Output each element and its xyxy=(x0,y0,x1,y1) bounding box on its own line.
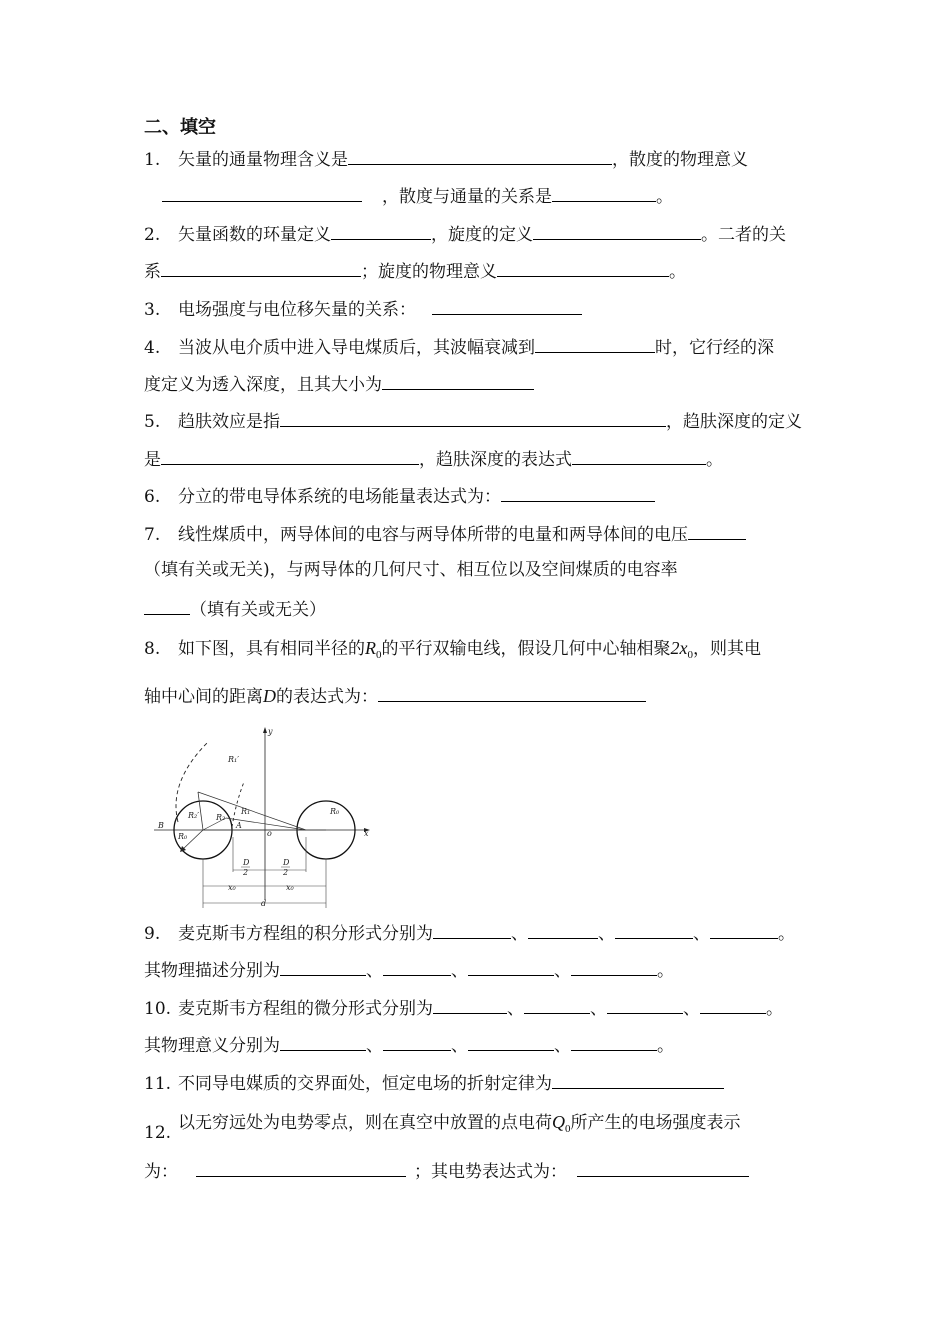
section-title: 二、填空 xyxy=(144,117,216,138)
answer-blank[interactable] xyxy=(615,920,693,939)
answer-blank[interactable] xyxy=(144,596,190,615)
answer-blank[interactable] xyxy=(572,446,706,465)
answer-blank[interactable] xyxy=(710,920,778,939)
question-12-line-2: 为： ；其电势表达式为： xyxy=(144,1158,844,1184)
answer-blank[interactable] xyxy=(528,920,598,939)
answer-blank[interactable] xyxy=(524,995,590,1014)
d-half-label-left: D xyxy=(243,858,250,867)
answer-blank[interactable] xyxy=(552,183,656,202)
y-axis-label: y xyxy=(268,727,273,736)
math-d: D xyxy=(263,686,276,706)
answer-blank[interactable] xyxy=(535,334,655,353)
question-number: 5. xyxy=(144,412,161,432)
answer-blank[interactable] xyxy=(331,221,431,240)
question-number: 11. xyxy=(144,1074,172,1094)
answer-blank[interactable] xyxy=(607,995,683,1014)
answer-blank[interactable] xyxy=(162,183,362,202)
question-number: 7. xyxy=(144,525,161,545)
x0-label-right: x₀ xyxy=(286,883,294,892)
origin-label: o xyxy=(267,829,272,838)
question-1-line-2: ，散度与通量的关系是 。 xyxy=(162,183,862,209)
question-4-line-1: 4. 当波从电介质中进入导电煤质后，其波幅衰减到 时，它行经的深 xyxy=(144,334,844,360)
question-10-line-2: 其物理意义分别为 、 、 、 。 xyxy=(144,1032,844,1058)
question-6: 6. 分立的带电导体系统的电场能量表达式为： xyxy=(144,483,844,509)
answer-blank[interactable] xyxy=(161,446,419,465)
question-8-line-2: 轴中心间的距离D的表达式为： xyxy=(144,683,844,709)
answer-blank[interactable] xyxy=(577,1158,749,1177)
d-half-denominator-right: 2 xyxy=(283,868,289,877)
equipotential-arc-outer xyxy=(176,742,208,822)
question-1-line-1: 1. 矢量的通量物理含义是 ，散度的物理意义 xyxy=(144,146,844,172)
answer-blank[interactable] xyxy=(196,1158,406,1177)
question-number: 3. xyxy=(144,300,161,320)
answer-blank[interactable] xyxy=(280,1032,366,1051)
question-8-line-1: 8. 如下图，具有相同半径的$R_0$的平行双输电线，假设几何中心轴相聚$2x_0$，则其电 xyxy=(144,638,761,661)
question-9-line-2: 其物理描述分别为 、 、 、 。 xyxy=(144,957,844,983)
math-q0: $Q_0$ xyxy=(552,1112,571,1135)
answer-blank[interactable] xyxy=(433,995,507,1014)
math-r0: $R_0$ xyxy=(365,638,382,661)
r1-prime-label: R₁′ xyxy=(228,755,240,764)
question-2-line-1: 2. 矢量函数的环量定义 ，旋度的定义 。二者的关 xyxy=(144,221,844,247)
answer-blank[interactable] xyxy=(552,1070,724,1089)
answer-blank[interactable] xyxy=(497,258,669,277)
answer-blank[interactable] xyxy=(468,957,554,976)
question-2-line-2: 系 ；旋度的物理意义 。 xyxy=(144,258,844,284)
point-a-label: A xyxy=(236,821,242,830)
question-3: 3. 电场强度与电位移矢量的关系： xyxy=(144,296,844,322)
d-half-denominator-left: 2 xyxy=(243,868,249,877)
r2-prime-label: R₂′ xyxy=(188,811,200,820)
question-12-line-1: 12. 以无穷远处为电势零点，则在真空中放置的点电荷$Q_0$所产生的电场强度表示 xyxy=(144,1112,741,1143)
question-number: 1. xyxy=(144,150,161,170)
transmission-line-figure xyxy=(148,722,380,912)
answer-blank[interactable] xyxy=(468,1032,554,1051)
answer-blank[interactable] xyxy=(378,683,646,702)
r0-left-label: R₀ xyxy=(178,832,188,841)
question-number: 4. xyxy=(144,338,161,358)
question-9-line-1: 9. 麦克斯韦方程组的积分形式分别为 、 、 、 。 xyxy=(144,920,844,946)
answer-blank[interactable] xyxy=(280,957,366,976)
question-number: 12. xyxy=(144,1123,172,1143)
answer-blank[interactable] xyxy=(700,995,766,1014)
question-number: 6. xyxy=(144,487,161,507)
answer-blank[interactable] xyxy=(571,957,657,976)
question-number: 2. xyxy=(144,225,161,245)
question-5-line-1: 5. 趋肤效应是指 ，趋肤深度的定义 xyxy=(144,408,844,434)
r1-label: R₁ xyxy=(241,807,251,816)
d-half-label-right: D xyxy=(283,858,290,867)
question-10-line-1: 10. 麦克斯韦方程组的微分形式分别为 、 、 、 。 xyxy=(144,995,844,1021)
answer-blank[interactable] xyxy=(161,258,361,277)
question-7-line-2: （填有关或无关)，与两导体的几何尺寸、相互位以及空间煤质的电容率 xyxy=(144,560,678,580)
answer-blank[interactable] xyxy=(433,920,511,939)
answer-blank[interactable] xyxy=(571,1032,657,1051)
question-11: 11. 不同导电媒质的交界面处，恒定电场的折射定律为 xyxy=(144,1070,844,1096)
question-4-line-2: 度定义为透入深度，且其大小为 xyxy=(144,371,844,397)
x0-label-left: x₀ xyxy=(228,883,236,892)
r2-label: R₂ xyxy=(216,813,226,822)
d-total-label: d xyxy=(261,899,267,908)
y-axis-arrow xyxy=(263,727,267,733)
r0-right-label: R₀ xyxy=(330,807,340,816)
answer-blank[interactable] xyxy=(501,483,655,502)
answer-blank[interactable] xyxy=(533,221,701,240)
answer-blank[interactable] xyxy=(688,521,746,540)
answer-blank[interactable] xyxy=(348,146,612,165)
answer-blank[interactable] xyxy=(383,1032,451,1051)
answer-blank[interactable] xyxy=(432,296,582,315)
question-7-line-1: 7. 线性煤质中，两导体间的电容与两导体所带的电量和两导体间的电压 xyxy=(144,521,844,547)
point-b-label: B xyxy=(158,821,164,830)
x-axis-label: x xyxy=(364,829,369,838)
question-number: 8. xyxy=(144,639,161,659)
question-7-line-3: （填有关或无关） xyxy=(144,596,844,622)
math-2x0: $2x_0$ xyxy=(670,638,693,661)
question-5-line-2: 是 ，趋肤深度的表达式 。 xyxy=(144,446,844,472)
question-number: 9. xyxy=(144,924,161,944)
answer-blank[interactable] xyxy=(382,371,534,390)
answer-blank[interactable] xyxy=(383,957,451,976)
answer-blank[interactable] xyxy=(280,408,666,427)
question-number: 10. xyxy=(144,999,172,1019)
